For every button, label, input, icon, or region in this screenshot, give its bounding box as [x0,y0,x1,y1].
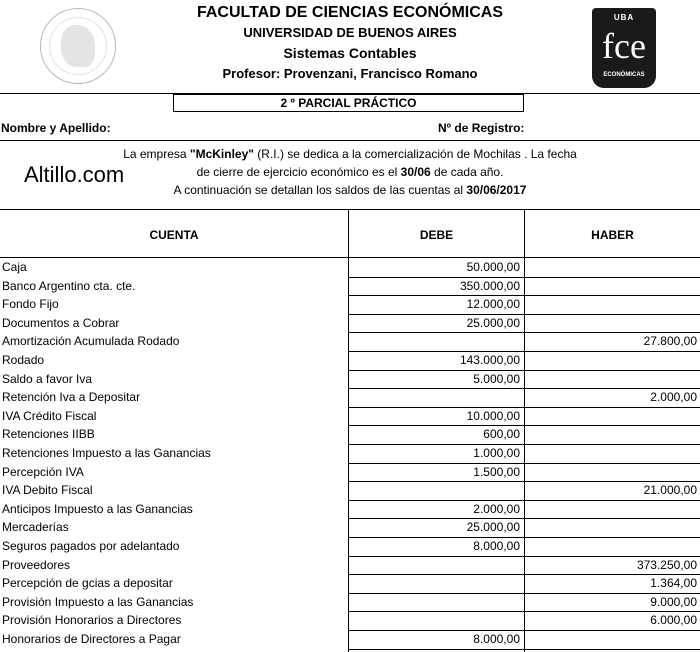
debe-amount [352,388,520,406]
account-name: Fondo Fijo [2,297,59,311]
universidad-title: UNIVERSIDAD DE BUENOS AIRES [243,25,457,40]
haber-amount [527,444,697,462]
debe-amount [352,611,520,629]
seal-figure [61,25,95,67]
materia-title: Sistemas Contables [283,45,417,61]
haber-amount: 6.000,00 [650,613,697,627]
account-name: Seguros pagados por adelantado [2,539,180,553]
haber-amount: 2.000,00 [650,390,697,404]
profesor-line: Profesor: Provenzani, Francisco Romano [222,66,478,81]
account-name: Mercaderías [2,520,69,534]
debe-amount: 2.000,00 [473,502,520,516]
intro-line-2 [80,163,620,181]
haber-amount [527,425,697,443]
account-name: Amortización Acumulada Rodado [2,334,180,348]
debe-amount: 8.000,00 [473,539,520,553]
haber-amount [527,277,697,295]
debe-amount: 5.000,00 [473,372,520,386]
debe-amount: 25.000,00 [466,520,520,534]
account-name: IVA Crédito Fiscal [2,409,97,423]
account-name: Retenciones Impuesto a las Ganancias [2,446,211,460]
account-name: Provisión Honorarios a Directores [2,613,182,627]
debe-amount: 12.000,00 [466,297,520,311]
haber-amount [527,258,697,276]
account-name: Anticipos Impuesto a las Ganancias [2,502,193,516]
haber-amount [527,630,697,648]
closing-date: 30/06 [400,165,431,179]
fce-logo [592,8,656,88]
account-name: Provisión Impuesto a las Ganancias [2,595,194,609]
fields-divider [0,140,700,141]
account-name: Percepción IVA [2,465,84,479]
haber-amount [527,314,697,332]
account-name: IVA Debito Fiscal [2,483,93,497]
intro-text: (R.I.) se dedica a la comercialización de Mochilas . La fecha [253,147,577,161]
debe-amount: 8.000,00 [473,632,520,646]
intro-line-1 [80,145,620,163]
account-name: Retenciones IIBB [2,427,95,441]
account-name: Banco Argentino cta. cte. [2,279,136,293]
debe-amount: 1.500,00 [473,465,520,479]
debe-amount [352,332,520,350]
company-name: "McKinley" [189,147,254,161]
nombre-label: Nombre y Apellido: [1,121,111,135]
intro-text: de cada año. [430,165,504,179]
haber-amount [527,370,697,388]
intro-text: A continuación se detallan los saldos de las cuentas al [173,183,467,197]
haber-amount: 1.364,00 [650,576,697,590]
fce-logo-uba: UBA [613,13,635,22]
haber-amount [527,351,697,369]
table-top-border [0,209,700,210]
balance-date: 30/06/2017 [466,183,527,197]
intro-text: La empresa [123,147,190,161]
haber-amount [527,295,697,313]
haber-amount [527,463,697,481]
intro-text: de cierre de ejercicio económico es el [196,165,401,179]
haber-amount [527,407,697,425]
haber-amount: 27.800,00 [643,334,697,348]
fce-logo-sub: ECONÓMICAS [603,72,645,78]
account-name: Caja [2,260,27,274]
debe-amount: 600,00 [483,427,520,441]
account-name: Retención Iva a Depositar [2,390,141,404]
debe-amount: 350.000,00 [459,279,520,293]
haber-amount [527,518,697,536]
haber-amount [527,500,697,518]
column-header-debe: DEBE [419,228,454,242]
debe-amount: 143.000,00 [459,353,520,367]
account-name: Rodado [2,353,45,367]
haber-amount: 373.250,00 [636,558,697,572]
intro-line-3 [80,181,620,199]
debe-amount [352,574,520,592]
account-name: Percepción de gcias a depositar [2,576,173,590]
column-header-haber: HABER [591,228,634,242]
account-name: Proveedores [2,558,71,572]
debe-amount: 10.000,00 [466,409,520,423]
account-name: Honorarios de Directores a Pagar [2,632,181,646]
uba-seal-logo [40,8,116,84]
row-gridline [349,649,700,650]
debe-amount: 25.000,00 [466,316,520,330]
watermark-text: Altillo.com [24,162,125,187]
exam-title-box: 2 º PARCIAL PRÁCTICO [173,94,524,112]
account-name: Documentos a Cobrar [2,316,120,330]
haber-amount [527,537,697,555]
column-header-cuenta: CUENTA [149,228,199,242]
debe-amount [352,481,520,499]
fce-logo-text: fce [602,26,646,66]
facultad-title: FACULTAD DE CIENCIAS ECONÓMICAS [196,4,504,21]
haber-amount: 21.000,00 [643,483,697,497]
debe-amount: 50.000,00 [466,260,520,274]
debe-amount [352,593,520,611]
account-name: Saldo a favor Iva [2,372,93,386]
debe-amount: 1.000,00 [473,446,520,460]
haber-amount: 9.000,00 [650,595,697,609]
debe-column-divider [348,209,349,652]
debe-amount [352,556,520,574]
registro-label: Nº de Registro: [438,121,525,135]
haber-column-divider [524,209,525,652]
